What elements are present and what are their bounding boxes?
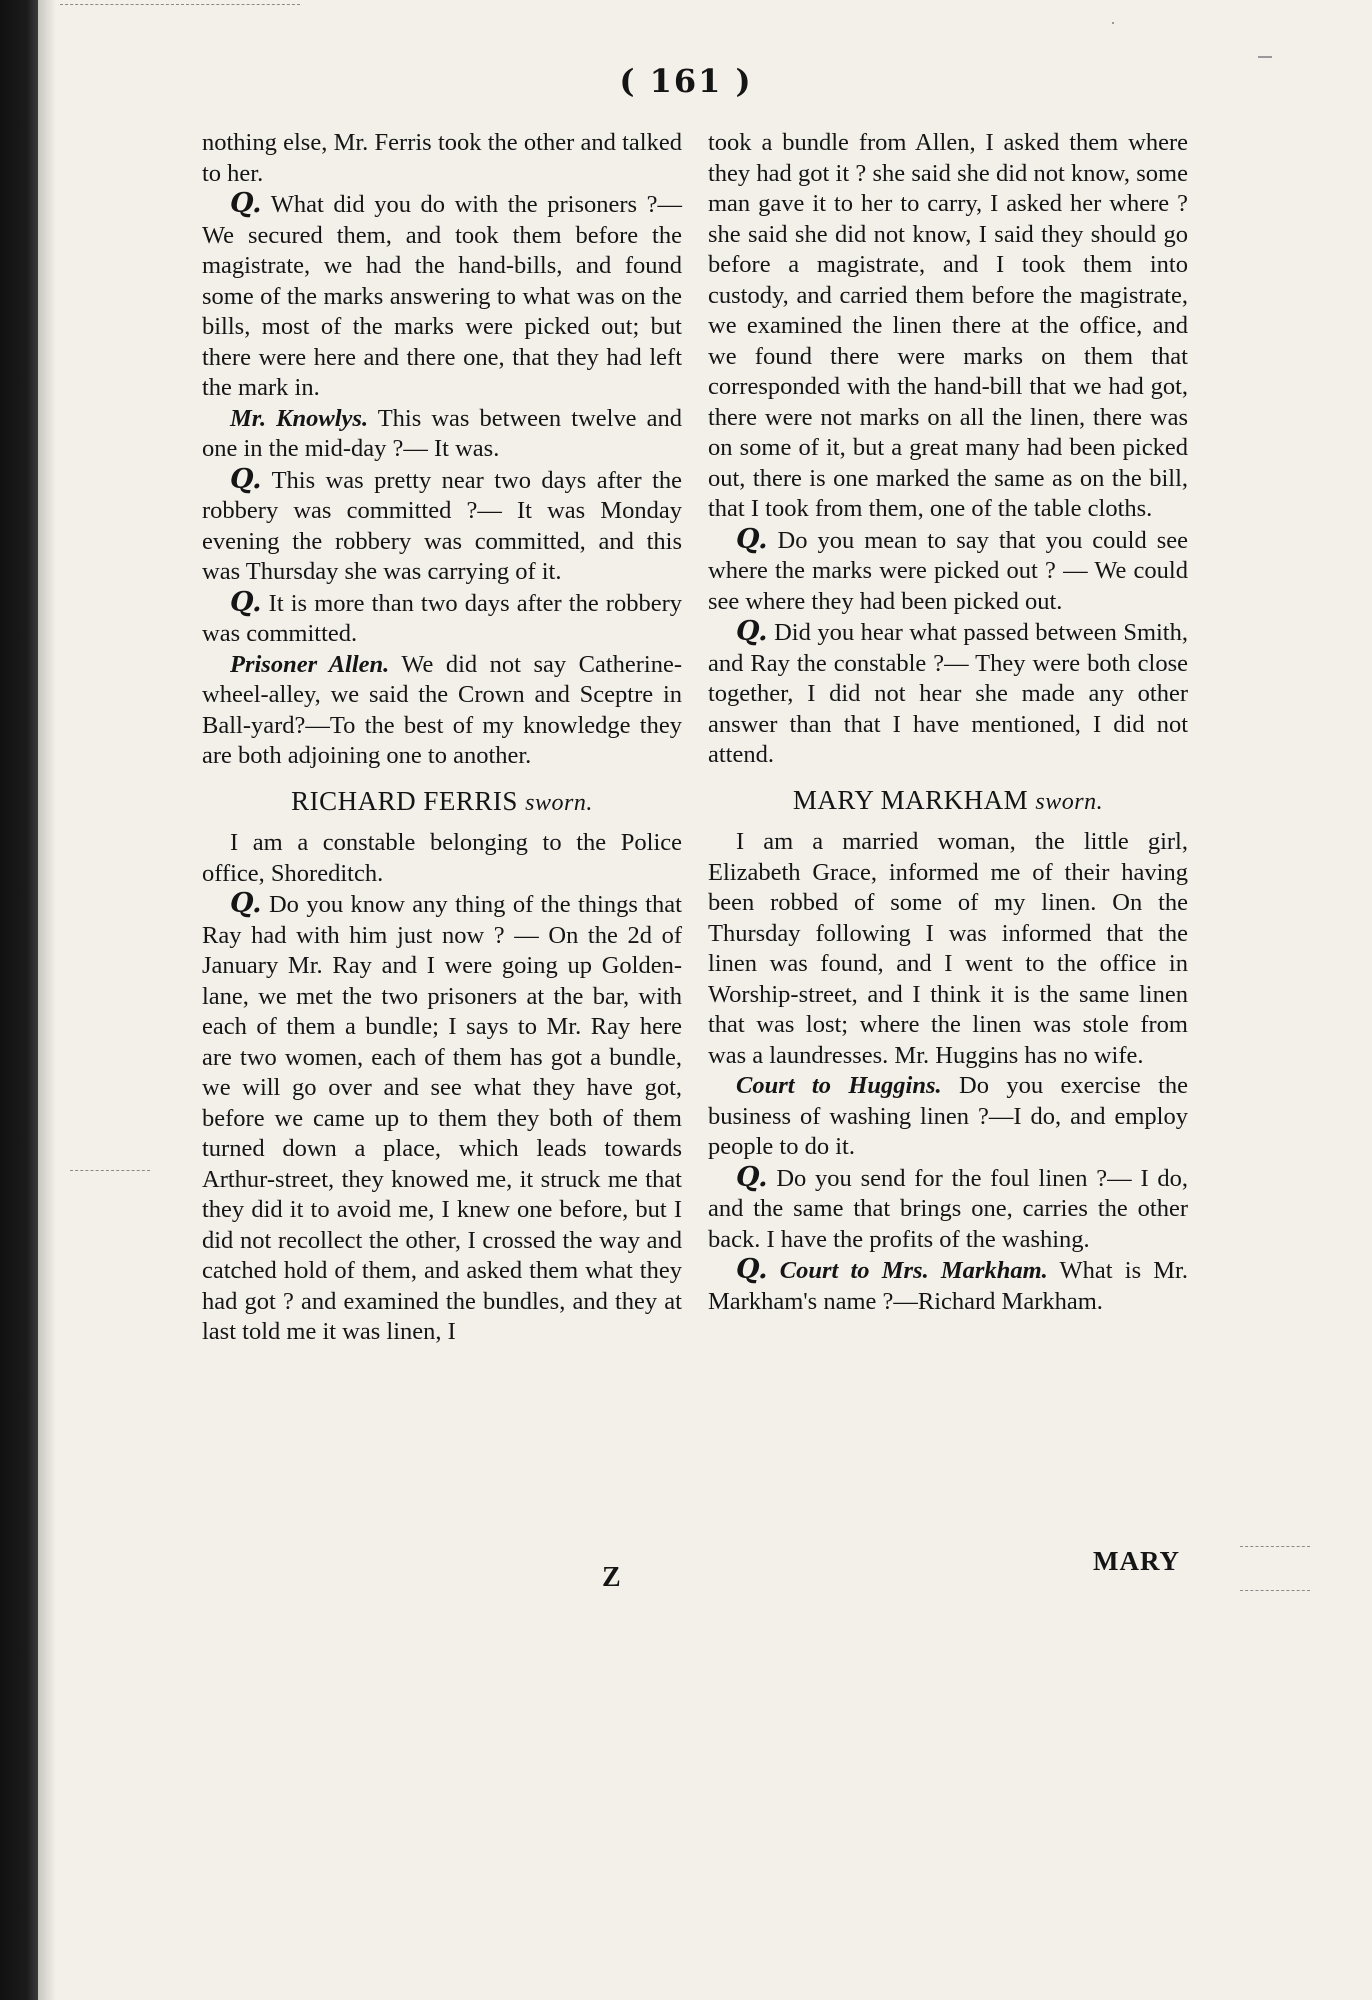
- paragraph: Prisoner Allen. We did not say Catherine-wheel-alley, we said the Crown and Sceptre in Ball-yard?—To the best of my knowledge they are both adjoining one to another.: [202, 650, 683, 769]
- right-column: [708, 128, 1188, 1317]
- catchword: MARY: [1093, 1546, 1181, 1576]
- paragraph: Q. What did you do with the prisoners ?— We secured them, and took them before the magistrate, we had the hand-bills, and found some of the marks answering to what was on the bills, most of the marks were picked out; but there were here and there one, that they had left the mark in.: [202, 188, 682, 401]
- scan-mark: [1258, 56, 1272, 58]
- speaker: Prisoner Allen.: [230, 650, 390, 678]
- spine-shadow: [38, 0, 56, 2000]
- scan-mark: [1240, 1546, 1310, 1547]
- book-spine: [0, 0, 38, 2000]
- question-marker: Q.: [230, 586, 262, 618]
- question-marker: Q.: [736, 523, 768, 555]
- paragraph: Q. Did you hear what passed between Smith, and Ray the constable ?— They were both close together, I did not hear she made any other answer than that I have mentioned, I did not attend.: [708, 616, 1188, 768]
- page-number: ( 161 ): [619, 62, 753, 100]
- paragraph: Q. Do you send for the foul linen ?— I do, and the same that brings one, carries the other back. I have the profits of the washing.: [708, 1161, 1188, 1253]
- paragraph: nothing else, Mr. Ferris took the other and talked to her.: [202, 129, 682, 187]
- question-marker: Q.: [230, 463, 262, 495]
- scan-mark: [1240, 1590, 1310, 1591]
- paragraph: Q. Court to Mrs. Markham. What is Mr. Markham's name ?—Richard Markham.: [708, 1254, 1188, 1315]
- witness-heading: RICHARD FERRIS sworn.: [291, 785, 593, 816]
- witness-heading: MARY MARKHAM sworn.: [792, 784, 1104, 815]
- speaker: Mr. Knowlys.: [230, 404, 369, 432]
- scan-mark: [60, 4, 300, 5]
- signature-mark: Z: [602, 1562, 623, 1593]
- paragraph: Q. Do you know any thing of the things that Ray had with him just now ? — On the 2d of January Mr. Ray and I were going up Golden-lane, we met the two prisoners at the bar, with each of them a bundle; I says to Mr. Ray here are two women, each of them has got a bundle, we will go over and see what they have got, before we came up to them they both of them turned down a place, which leads towards Arthur-street, they knowed me, it struck me that they did it to avoid me, I knew one before, but I did not recollect the other, I crossed the way and catched hold of them, and asked them what they had got ? and examined the bundles, and they at last told me it was linen, I: [202, 888, 682, 1345]
- left-column: [202, 128, 682, 1348]
- paragraph: I am a married woman, the little girl, Elizabeth Grace, informed me of their having been robbed of some of my linen. On the Thursday following I was informed that the linen was found, and I went to the office in Worship-street, and I think it is the same linen that was lost; where the linen was stole from was a laundresses. Mr. Huggins has no wife.: [708, 828, 1188, 1069]
- speaker: Court to Huggins.: [736, 1072, 942, 1099]
- paragraph: Mr. Knowlys. This was between twelve and one in the mid-day ?— It was.: [202, 404, 682, 462]
- paragraph: Court to Huggins. Do you exercise the business of washing linen ?—I do, and employ people to do it.: [708, 1072, 1189, 1160]
- paragraph: Q. Do you mean to say that you could see where the marks were picked out ? — We could see where they had been picked out.: [708, 523, 1188, 615]
- paragraph: Q. It is more than two days after the robbery was committed.: [202, 586, 682, 647]
- question-marker: Q.: [230, 888, 262, 919]
- question-marker: Q.: [736, 1254, 768, 1285]
- paragraph: took a bundle from Allen, I asked them where they had got it ? she said she did not know, some man gave it to her to carry, I asked her where ? she said she did not know, I said they should go before a magistrate, and I took them into custody, and carried them before the magistrate, we examined the linen there at the office, and we found there were marks on them that corresponded with the hand-bill that we had got, there were not marks on all the linen, there was on some of it, but a great many had been picked out, there is one marked the same as on the bill, that I took from them, one of the table cloths.: [708, 129, 1188, 522]
- speaker: Court to Mrs. Markham.: [767, 1257, 1048, 1284]
- scan-mark: [70, 1170, 150, 1171]
- question-marker: Q.: [736, 1161, 768, 1193]
- paragraph: I am a constable belonging to the Police office, Shoreditch.: [202, 829, 682, 887]
- paragraph: Q. This was pretty near two days after the robbery was committed ?— It was Monday evening the robbery was committed, and this was Thursday she was carrying of it.: [202, 463, 682, 585]
- question-marker: Q.: [230, 188, 262, 219]
- question-marker: Q.: [736, 616, 768, 647]
- scan-mark: [1112, 22, 1114, 24]
